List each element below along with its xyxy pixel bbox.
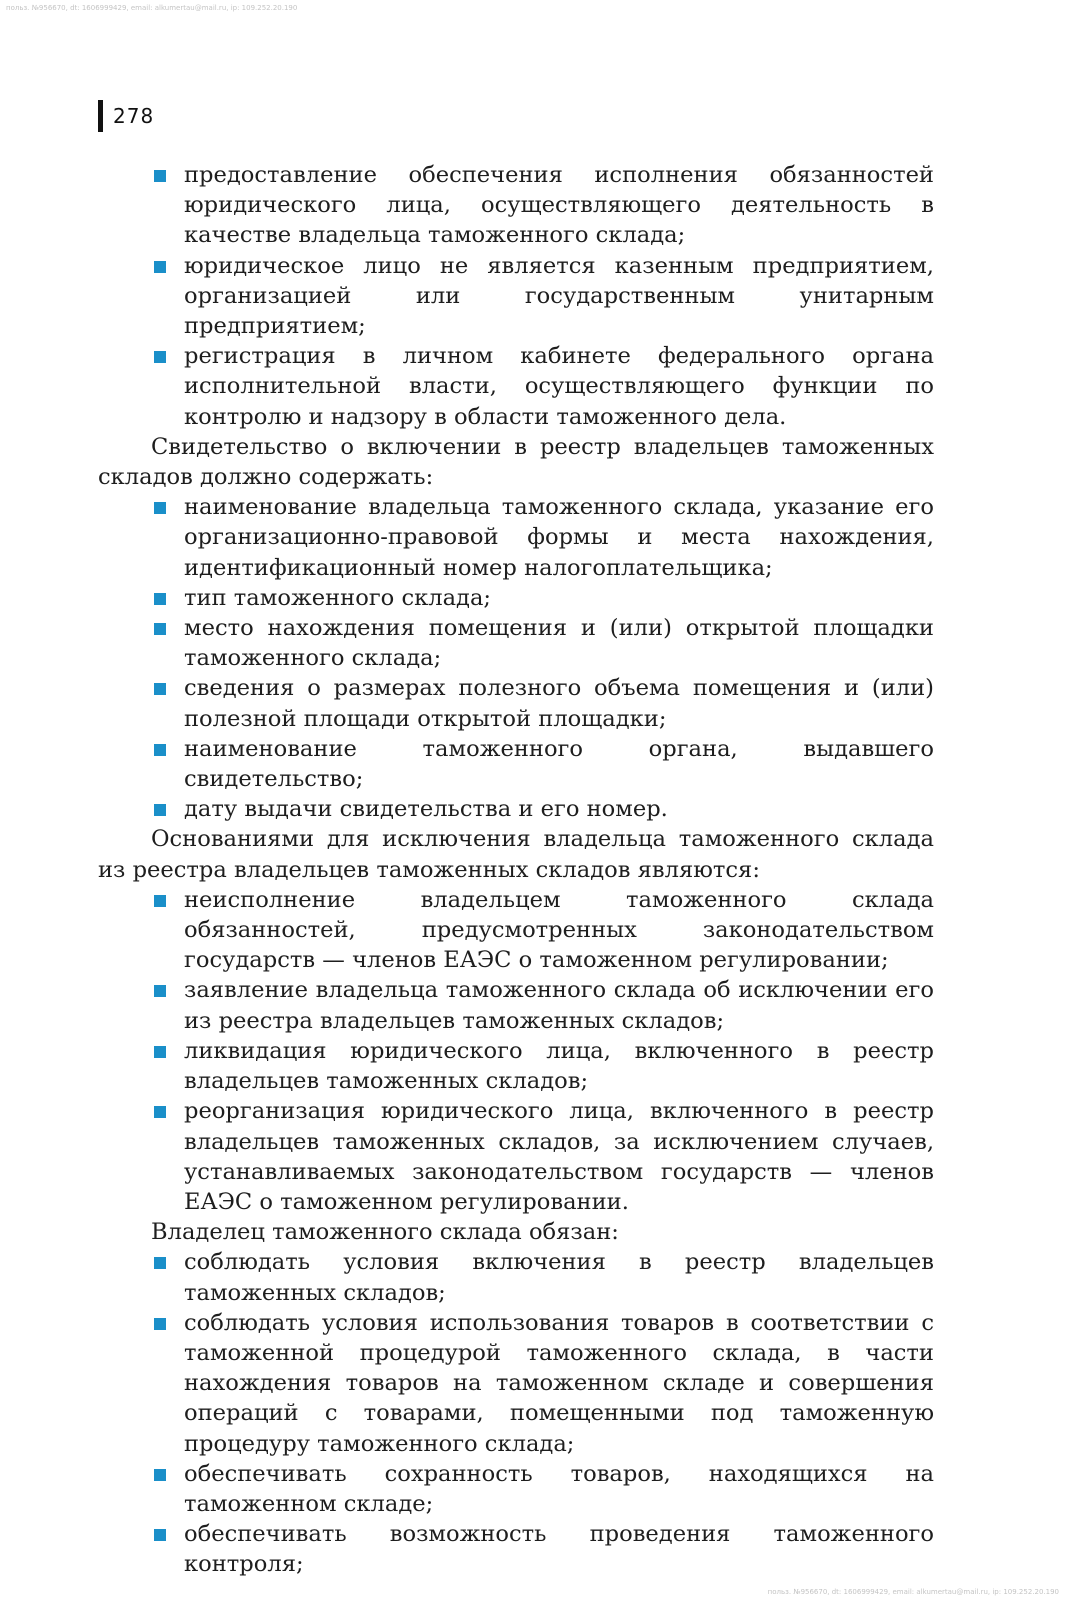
- list-item: [98, 160, 934, 251]
- page-body: [98, 160, 934, 1580]
- square-bullet-icon: [154, 1529, 166, 1541]
- page-number-text: 278: [113, 104, 155, 128]
- list-item: [98, 1096, 934, 1217]
- paragraph-certificate-contents: Свидетельство о включении в реестр владельцев таможенных складов должно содержать:: [98, 433, 934, 491]
- paragraph-owner-obligations: Владелец таможенного склада обязан:: [151, 1219, 619, 1246]
- list-item-text: обеспечивать возможность проведения таможенного контроля;: [184, 1521, 934, 1578]
- list-item: [98, 1459, 934, 1519]
- square-bullet-icon: [154, 895, 166, 907]
- list-item: [98, 341, 934, 432]
- square-bullet-icon: [154, 623, 166, 635]
- square-bullet-icon: [154, 351, 166, 363]
- square-bullet-icon: [154, 1469, 166, 1481]
- watermark-top: польз. №956670, dt: 1606999429, email: alkumertau@mail.ru, ip: 109.252.20.190: [6, 4, 298, 12]
- list-item-text: регистрация в личном кабинете федерального органа исполнительной власти, осуществляющего функции по контролю и надзору в области таможенного дела.: [184, 343, 934, 430]
- list-item-text: тип таможенного склада;: [184, 584, 492, 611]
- square-bullet-icon: [154, 170, 166, 182]
- list-item: [98, 794, 934, 824]
- list-item-text: заявление владельца таможенного склада об исключении его из реестра владельцев таможенных складов;: [184, 977, 934, 1034]
- watermark-bottom: польз. №956670, dt: 1606999429, email: alkumertau@mail.ru, ip: 109.252.20.190: [767, 1588, 1059, 1596]
- list-item: [98, 1247, 934, 1307]
- list-item-text: обеспечивать сохранность товаров, находящихся на таможенном складе;: [184, 1460, 934, 1517]
- square-bullet-icon: [154, 683, 166, 695]
- list-item-text: неисполнение владельцем таможенного склада обязанностей, предусмотренных законодательством государств — членов ЕАЭС о таможенном регулировании;: [184, 886, 934, 974]
- square-bullet-icon: [154, 502, 166, 514]
- list-item-text: ликвидация юридического лица, включенного в реестр владельцев таможенных складов;: [184, 1037, 934, 1095]
- list-item-text: наименование владельца таможенного склада, указание его организационно-правовой формы и места нахождения, идентификационный номер налогоплательщика;: [184, 494, 934, 581]
- square-bullet-icon: [154, 804, 166, 816]
- list-item-text: дату выдачи свидетельства и его номер.: [184, 796, 668, 823]
- page-number: [98, 100, 154, 132]
- list-item-text: соблюдать условия включения в реестр владельцев таможенных складов;: [184, 1249, 934, 1306]
- square-bullet-icon: [154, 261, 166, 273]
- square-bullet-icon: [154, 1106, 166, 1118]
- list-item: [98, 613, 934, 673]
- square-bullet-icon: [154, 1257, 166, 1269]
- bullet-list-owner-obligations: [98, 1247, 934, 1579]
- bullet-list-conditions: [98, 160, 934, 432]
- list-item: [98, 1308, 934, 1459]
- list-item-text: сведения о размерах полезного объема помещения и (или) полезной площади открытой площадки;: [184, 675, 934, 732]
- list-item-text: предоставление обеспечения исполнения обязанностей юридического лица, осуществляющего деятельность в качестве владельца таможенного склада;: [184, 162, 934, 249]
- square-bullet-icon: [154, 1046, 166, 1058]
- square-bullet-icon: [154, 744, 166, 756]
- list-item: [98, 251, 934, 342]
- square-bullet-icon: [154, 1318, 166, 1330]
- list-item: [98, 673, 934, 733]
- bullet-list-exclusion-grounds: [98, 885, 934, 1217]
- list-item-text: реорганизация юридического лица, включенного в реестр владельцев таможенных складов, за исключением случаев, устанавливаемых законодательством государств — членов ЕАЭС о таможенном регулировании.: [184, 1098, 934, 1215]
- list-item-text: место нахождения помещения и (или) открытой площадки таможенного склада;: [184, 615, 934, 672]
- square-bullet-icon: [154, 593, 166, 605]
- square-bullet-icon: [154, 985, 166, 997]
- paragraph-exclusion-grounds: Основаниями для исключения владельца таможенного склада из реестра владельцев таможенных складов являются:: [98, 826, 934, 883]
- list-item-text: соблюдать условия использования товаров в соответствии с таможенной процедурой таможенного склада, в части нахождения товаров на таможенном складе и совершения операций с товарами, помещенными под таможенную процедуру таможенного склада;: [184, 1309, 934, 1457]
- list-item: [98, 975, 934, 1035]
- list-item-text: юридическое лицо не является казенным предприятием, организацией или государственным унитарным предприятием;: [184, 252, 934, 340]
- list-item: [98, 1519, 934, 1579]
- page-number-bar: [98, 100, 103, 132]
- bullet-list-certificate-contents: [98, 492, 934, 824]
- list-item-text: наименование таможенного органа, выдавшего свидетельство;: [184, 735, 934, 793]
- list-item: [98, 1036, 934, 1096]
- list-item: [98, 492, 934, 583]
- list-item: [98, 583, 934, 613]
- list-item: [98, 885, 934, 976]
- list-item: [98, 734, 934, 794]
